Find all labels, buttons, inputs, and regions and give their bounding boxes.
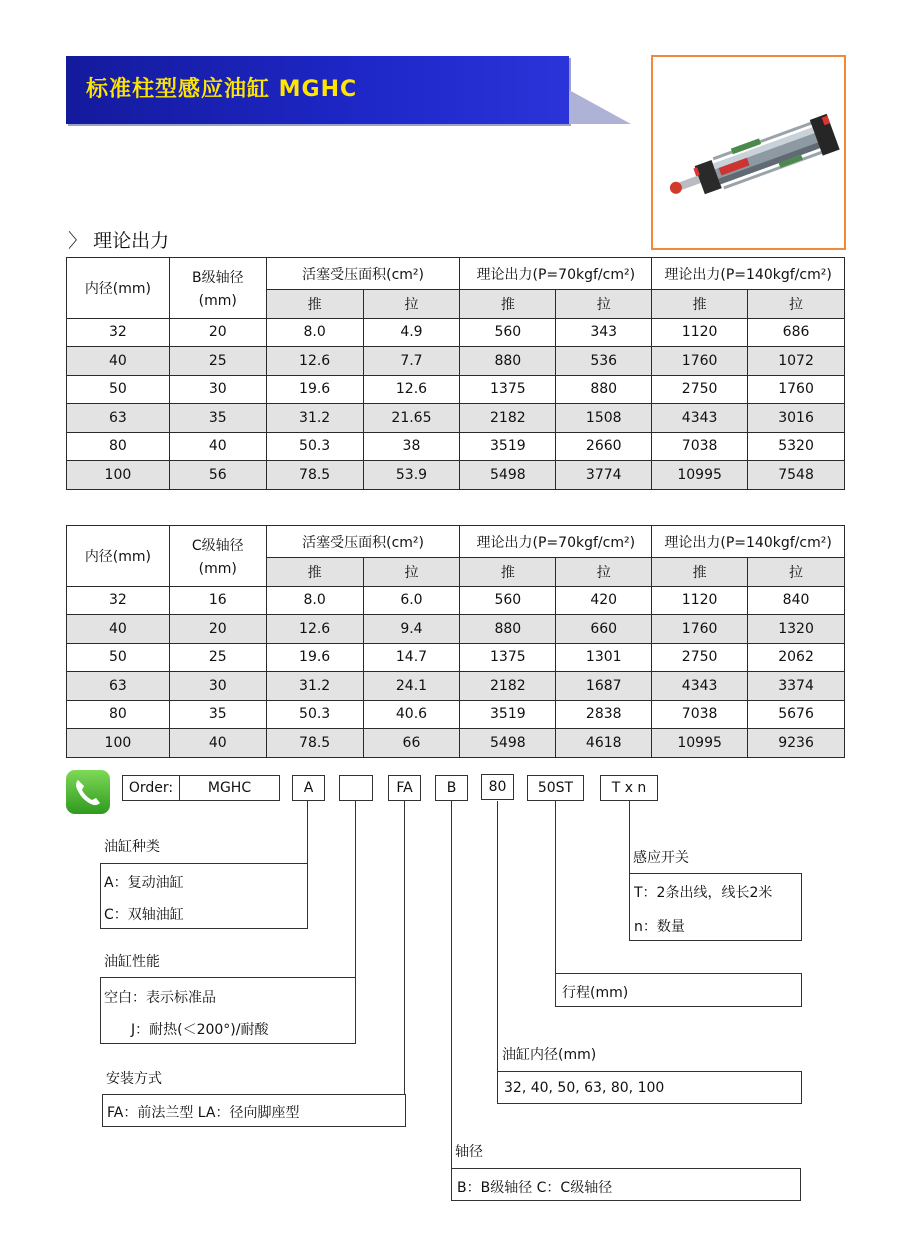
- table-cell: 3774: [556, 461, 652, 490]
- table-row: [67, 347, 845, 376]
- switch-options-box: [629, 873, 802, 941]
- table-cell: 31.2: [266, 672, 363, 701]
- table-cell: 1760: [652, 615, 748, 644]
- bore-options-text: 32, 40, 50, 63, 80, 100: [504, 1080, 665, 1096]
- table-cell: 1687: [556, 672, 652, 701]
- header-pull: 拉: [556, 290, 652, 319]
- table-cell: 2660: [556, 432, 652, 461]
- header-bore: 内径(mm): [67, 526, 170, 587]
- header-rod-label: B级轴径: [191, 269, 244, 286]
- table-cell: 32: [67, 586, 170, 615]
- order-code-series: MGHC: [179, 775, 280, 801]
- switch-option-n: n：数量: [634, 919, 685, 935]
- header-rod-unit: (mm): [198, 560, 237, 577]
- hydraulic-cylinder-image: [653, 57, 844, 248]
- header-push: 推: [652, 290, 748, 319]
- table-cell: 40: [67, 347, 170, 376]
- type-option-a: A：复动油缸: [104, 875, 184, 891]
- table-cell: 420: [556, 586, 652, 615]
- rod-title: 轴径: [455, 1144, 483, 1160]
- connector-rod: [451, 801, 452, 1169]
- order-label: Order:: [122, 775, 180, 801]
- product-photo: [651, 55, 846, 250]
- table-cell: 35: [169, 404, 266, 433]
- table-cell: 9.4: [363, 615, 460, 644]
- performance-option-j: J：耐热(＜200°)/耐酸: [131, 1022, 269, 1038]
- table-cell: 16: [169, 586, 266, 615]
- table-cell: 53.9: [363, 461, 460, 490]
- section-heading-text: 理论出力: [93, 230, 170, 252]
- table-cell: 100: [67, 729, 170, 758]
- table-cell: 2182: [460, 404, 556, 433]
- table-cell: 1508: [556, 404, 652, 433]
- table-cell: 40: [169, 729, 266, 758]
- table-cell: 880: [460, 347, 556, 376]
- table-cell: 10995: [652, 729, 748, 758]
- mount-options-box: [102, 1094, 406, 1127]
- table-row: [67, 318, 845, 347]
- table-cell: 30: [169, 672, 266, 701]
- table-cell: 35: [169, 700, 266, 729]
- bore-options-box: [497, 1071, 802, 1104]
- table-cell: 78.5: [266, 729, 363, 758]
- table-cell: 1072: [748, 347, 845, 376]
- stroke-text: 行程(mm): [562, 985, 629, 1001]
- header-force-70: 理论出力(P=70kgf/cm²): [460, 526, 652, 558]
- order-code-type: A: [292, 775, 325, 801]
- force-table-b-rod: [66, 257, 845, 490]
- table-cell: 31.2: [266, 404, 363, 433]
- header-force-140: 理论出力(P=140kgf/cm²): [652, 526, 845, 558]
- table-cell: 78.5: [266, 461, 363, 490]
- order-code-mount: FA: [388, 775, 421, 801]
- header-force-140: 理论出力(P=140kgf/cm²): [652, 258, 845, 290]
- header-push: 推: [652, 558, 748, 587]
- table-cell: 7038: [652, 432, 748, 461]
- header-push: 推: [266, 290, 363, 319]
- table-cell: 3016: [748, 404, 845, 433]
- rod-options-text: B：B级轴径 C：C级轴径: [457, 1180, 613, 1196]
- table-cell: 5498: [460, 461, 556, 490]
- table-row: [67, 432, 845, 461]
- force-table-c-rod: [66, 525, 845, 758]
- table-cell: 38: [363, 432, 460, 461]
- header-bore: 内径(mm): [67, 258, 170, 319]
- header-push: 推: [266, 558, 363, 587]
- page-title: 标准柱型感应油缸 MGHC: [86, 77, 358, 102]
- table-cell: 50.3: [266, 432, 363, 461]
- table-cell: 536: [556, 347, 652, 376]
- table-cell: 2838: [556, 700, 652, 729]
- table-row: [67, 404, 845, 433]
- table-cell: 19.6: [266, 375, 363, 404]
- section-heading: [68, 226, 169, 253]
- connector-bore: [497, 801, 498, 1103]
- table-cell: 1760: [652, 347, 748, 376]
- table-cell: 880: [556, 375, 652, 404]
- table-cell: 8.0: [266, 586, 363, 615]
- table-row: [67, 729, 845, 758]
- table-cell: 686: [748, 318, 845, 347]
- table-cell: 6.0: [363, 586, 460, 615]
- table-cell: 3519: [460, 432, 556, 461]
- order-code-switch: T x n: [600, 775, 658, 801]
- table-cell: 560: [460, 586, 556, 615]
- table-row: [67, 615, 845, 644]
- table-row: [67, 700, 845, 729]
- table-cell: 24.1: [363, 672, 460, 701]
- performance-options-box: [100, 977, 356, 1044]
- table-cell: 12.6: [266, 615, 363, 644]
- header-rod-unit: (mm): [198, 292, 237, 309]
- performance-title: 油缸性能: [104, 954, 160, 970]
- table-cell: 56: [169, 461, 266, 490]
- table-row: [67, 461, 845, 490]
- table-cell: 1120: [652, 318, 748, 347]
- table-cell: 14.7: [363, 643, 460, 672]
- table-cell: 66: [363, 729, 460, 758]
- table-cell: 50.3: [266, 700, 363, 729]
- header-rod: [169, 526, 266, 587]
- table-cell: 40.6: [363, 700, 460, 729]
- table-cell: 1375: [460, 375, 556, 404]
- performance-option-blank: 空白：表示标准品: [104, 990, 216, 1006]
- table-cell: 63: [67, 672, 170, 701]
- table-cell: 1120: [652, 586, 748, 615]
- connector-mount: [404, 801, 405, 1121]
- order-code-stroke: 50ST: [527, 775, 584, 801]
- header-push: 推: [460, 558, 556, 587]
- table-cell: 100: [67, 461, 170, 490]
- header-pull: 拉: [748, 290, 845, 319]
- table-cell: 12.6: [266, 347, 363, 376]
- phone-icon: [66, 770, 110, 814]
- table-cell: 12.6: [363, 375, 460, 404]
- table-cell: 4.9: [363, 318, 460, 347]
- order-code-bore: 80: [481, 774, 514, 800]
- table-cell: 1320: [748, 615, 845, 644]
- table-cell: 40: [67, 615, 170, 644]
- header-pull: 拉: [748, 558, 845, 587]
- table-cell: 25: [169, 347, 266, 376]
- table-cell: 7548: [748, 461, 845, 490]
- table-cell: 5320: [748, 432, 845, 461]
- table-cell: 63: [67, 404, 170, 433]
- table-cell: 20: [169, 615, 266, 644]
- table-cell: 1301: [556, 643, 652, 672]
- table-cell: 2750: [652, 375, 748, 404]
- table-cell: 7038: [652, 700, 748, 729]
- table-cell: 3374: [748, 672, 845, 701]
- table-cell: 840: [748, 586, 845, 615]
- table-cell: 8.0: [266, 318, 363, 347]
- table-cell: 32: [67, 318, 170, 347]
- table-cell: 25: [169, 643, 266, 672]
- type-options-box: [100, 863, 308, 929]
- header-area: 活塞受压面积(cm²): [266, 526, 460, 558]
- order-code-rod: B: [435, 775, 468, 801]
- table-cell: 2182: [460, 672, 556, 701]
- rod-options-box: [451, 1168, 801, 1201]
- stroke-box: [555, 973, 802, 1007]
- table-cell: 880: [460, 615, 556, 644]
- table-row: [67, 375, 845, 404]
- table-cell: 1760: [748, 375, 845, 404]
- table-cell: 80: [67, 700, 170, 729]
- table-cell: 343: [556, 318, 652, 347]
- chevron-right-icon: 〉: [68, 230, 88, 252]
- header-rod-label: C级轴径: [191, 537, 244, 554]
- header-pull: 拉: [363, 290, 460, 319]
- table-row: [67, 672, 845, 701]
- connector-performance: [355, 801, 356, 977]
- bore-title: 油缸内径(mm): [502, 1047, 597, 1063]
- table-cell: 2062: [748, 643, 845, 672]
- table-cell: 21.65: [363, 404, 460, 433]
- table-row: [67, 586, 845, 615]
- table-cell: 50: [67, 375, 170, 404]
- table-cell: 20: [169, 318, 266, 347]
- header-pull: 拉: [556, 558, 652, 587]
- table-cell: 40: [169, 432, 266, 461]
- table-cell: 7.7: [363, 347, 460, 376]
- type-option-c: C：双轴油缸: [104, 907, 184, 923]
- switch-title: 感应开关: [633, 850, 689, 866]
- order-code-performance: [339, 775, 373, 801]
- mount-title: 安装方式: [106, 1071, 162, 1087]
- switch-option-t: T：2条出线，线长2米: [634, 885, 773, 901]
- header-push: 推: [460, 290, 556, 319]
- table-cell: 560: [460, 318, 556, 347]
- type-title: 油缸种类: [104, 839, 160, 855]
- table-cell: 2750: [652, 643, 748, 672]
- table-cell: 4343: [652, 404, 748, 433]
- table-cell: 4343: [652, 672, 748, 701]
- table-cell: 10995: [652, 461, 748, 490]
- header-rod: [169, 258, 266, 319]
- table-cell: 5498: [460, 729, 556, 758]
- table-cell: 19.6: [266, 643, 363, 672]
- header-force-70: 理论出力(P=70kgf/cm²): [460, 258, 652, 290]
- table-cell: 660: [556, 615, 652, 644]
- mount-options-text: FA：前法兰型 LA：径向脚座型: [107, 1105, 300, 1121]
- banner-tail-decoration: [569, 90, 631, 124]
- table-cell: 30: [169, 375, 266, 404]
- table-cell: 4618: [556, 729, 652, 758]
- table-cell: 9236: [748, 729, 845, 758]
- table-row: [67, 643, 845, 672]
- table-cell: 1375: [460, 643, 556, 672]
- table-cell: 3519: [460, 700, 556, 729]
- table-cell: 50: [67, 643, 170, 672]
- header-area: 活塞受压面积(cm²): [266, 258, 460, 290]
- table-cell: 80: [67, 432, 170, 461]
- header-pull: 拉: [363, 558, 460, 587]
- table-cell: 5676: [748, 700, 845, 729]
